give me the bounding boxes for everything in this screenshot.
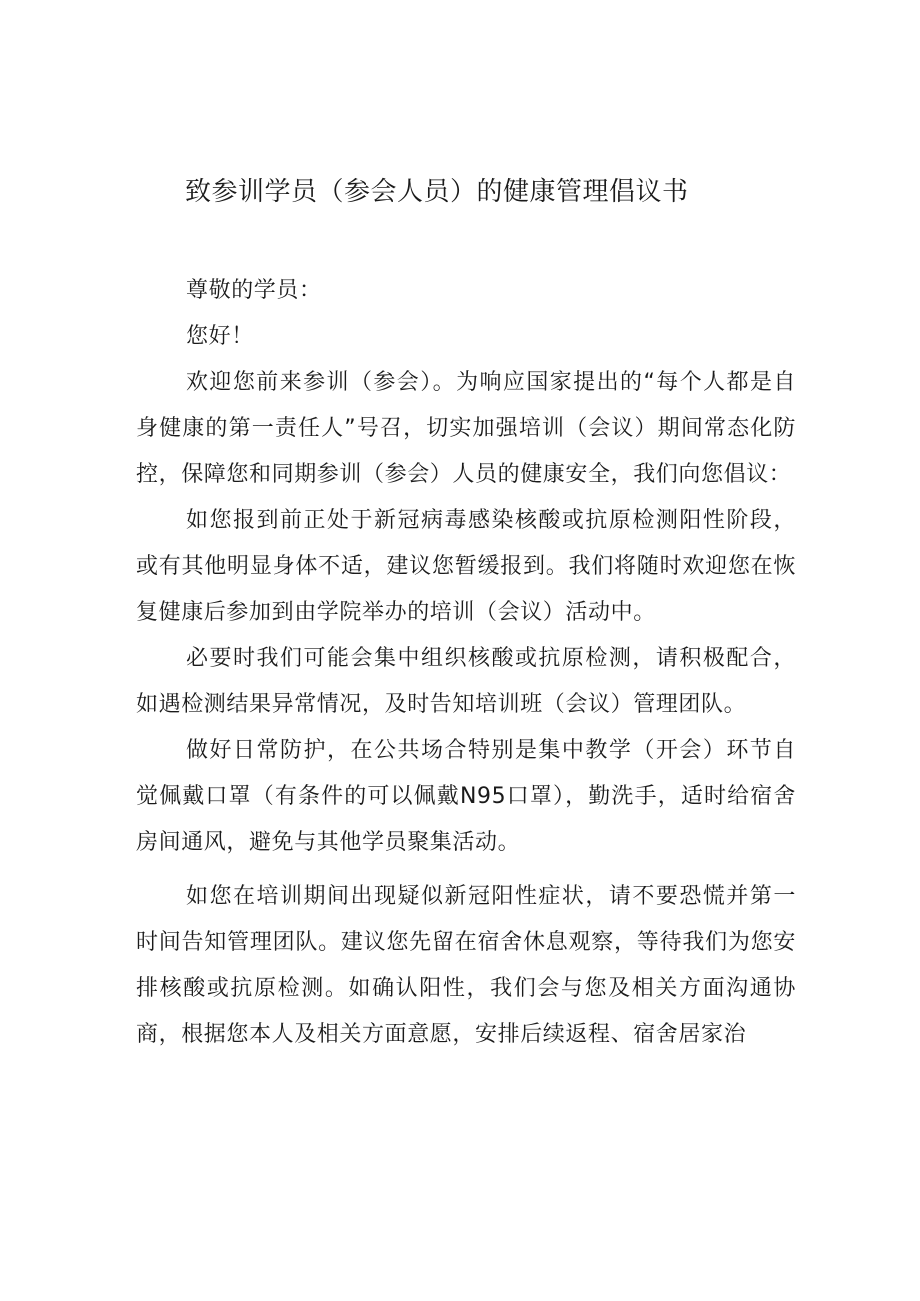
document-title: 致参训学员（参会人员）的健康管理倡议书 bbox=[185, 177, 689, 207]
document-body bbox=[136, 268, 796, 1058]
paragraph-protection: 做好日常防护，在公共场合特别是集中教学（开会）环节自觉佩戴口罩（有条件的可以佩戴N95口罩），勤洗手，适时给宿舍房间通风，避免与其他学员聚集活动。 bbox=[136, 738, 796, 855]
paragraph-postpone: 如您报到前正处于新冠病毒感染核酸或抗原检测阳性阶段，或有其他明显身体不适，建议您暂缓报到。我们将随时欢迎您在恢复健康后参加到由学院举办的培训（会议）活动中。 bbox=[136, 508, 796, 625]
salutation: 尊敬的学员： bbox=[186, 278, 322, 303]
paragraph-symptoms: 如您在培训期间出现疑似新冠阳性症状，请不要恐慌并第一时间告知管理团队。建议您先留在宿舍休息观察，等待我们为您安排核酸或抗原检测。如确认阳性，我们会与您及相关方面沟通协商，根据您本人及相关方面意愿，安排后续返程、宿舍居家治 bbox=[136, 884, 796, 1047]
paragraph-welcome: 欢迎您前来参训（参会）。为响应国家提出的“每个人都是自身健康的第一责任人”号召，切实加强培训（会议）期间常态化防控，保障您和同期参训（参会）人员的健康安全，我们向您倡议： bbox=[136, 370, 796, 487]
greeting: 您好！ bbox=[186, 324, 254, 349]
paragraph-testing: 必要时我们可能会集中组织核酸或抗原检测，请积极配合，如遇检测结果异常情况，及时告知培训班（会议）管理团队。 bbox=[136, 646, 796, 717]
